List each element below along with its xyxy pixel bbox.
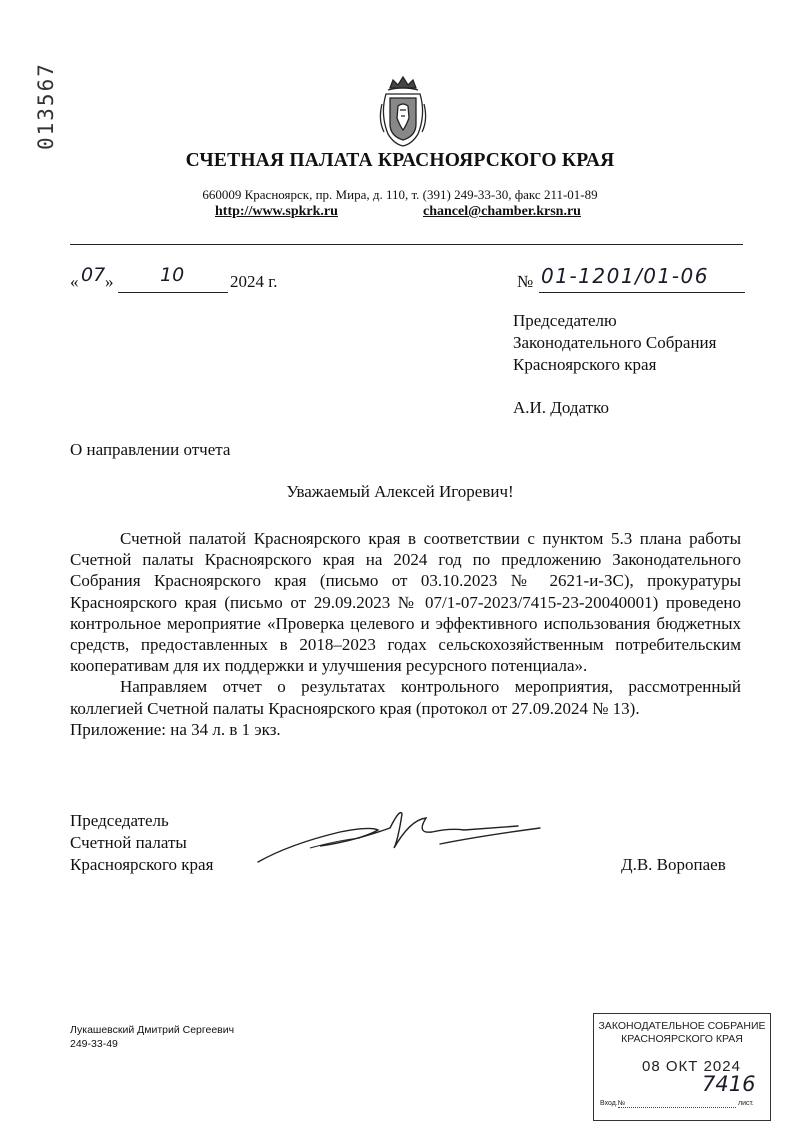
signatory-name: Д.В. Воропаев xyxy=(621,855,726,874)
stamp-number: 7416 xyxy=(702,1072,756,1096)
org-website-link[interactable]: http://www.spkrk.ru xyxy=(215,204,338,219)
coat-of-arms-icon xyxy=(376,74,430,148)
executor-phone: 249-33-49 xyxy=(70,1038,118,1050)
signatory-line-2: Счетной палаты xyxy=(70,833,187,852)
executor-name: Лукашевский Дмитрий Сергеевич xyxy=(70,1024,235,1036)
date-year: 2024 г. xyxy=(230,272,278,291)
body-paragraph-1: Счетной палатой Красноярского края в соответствии с пунктом 5.3 плана работы Счетной палаты Красноярского края на 2024 год по предложению Законодательного Собрания Красноярского края (письмо от 03.10.2023 № 2621-и-ЗС), прокуратуры Красноярского края (письмо от 29.09.2023 № 07/1-07-2023/7415-23-20040001) проведено контрольное мероприятие «Проверка целевого и эффективного использования бюджетных средств, предоставленных в 2018–2023 годах сельскохозяйственным потребительским кооперативам для их поддержки и улучшения ресурсного потенциала». xyxy=(70,529,741,676)
header-divider xyxy=(70,244,743,245)
stamp-incoming-label: Вход.№ xyxy=(600,1100,626,1107)
stamp-line-2: КРАСНОЯРСКОГО КРАЯ xyxy=(621,1033,743,1045)
stamp-sheets-label: лист. xyxy=(738,1100,754,1107)
date-day: 07 xyxy=(81,264,106,286)
executor-info xyxy=(70,1023,234,1051)
incoming-stamp xyxy=(593,1013,771,1121)
handwritten-signature xyxy=(250,800,550,870)
number-underline xyxy=(539,292,745,293)
letter-body xyxy=(70,528,741,740)
signatory-title xyxy=(70,810,213,876)
date-month: 10 xyxy=(160,264,185,286)
letter-subject: О направлении отчета xyxy=(70,440,231,459)
incoming-number: 013567 xyxy=(34,62,58,150)
recipient-line-2: Законодательного Собрания xyxy=(513,333,717,352)
date-quote-close: » xyxy=(105,272,114,291)
org-name: СЧЕТНАЯ ПАЛАТА КРАСНОЯРСКОГО КРАЯ xyxy=(185,150,615,171)
recipient-block xyxy=(513,310,716,376)
org-email-link[interactable]: chancel@chamber.krsn.ru xyxy=(423,204,581,219)
registration-number xyxy=(517,264,747,296)
number-value: 01-1201/01-06 xyxy=(541,264,709,288)
stamp-date: 08 ОКТ 2024 xyxy=(642,1058,741,1075)
stamp-line-1: ЗАКОНОДАТЕЛЬНОЕ СОБРАНИЕ xyxy=(598,1020,766,1032)
date-quote-open: « xyxy=(70,272,79,291)
attachment-note: Приложение: на 34 л. в 1 экз. xyxy=(70,719,281,739)
stamp-underline xyxy=(618,1107,736,1108)
date-underline xyxy=(118,292,228,293)
body-paragraph-2: Направляем отчет о результатах контрольного мероприятия, рассмотренный коллегией Счетной палаты Красноярского края (протокол от 27.09.2024 № 13). xyxy=(70,677,741,718)
registration-date xyxy=(70,264,300,296)
signatory-line-1: Председатель xyxy=(70,811,169,830)
salutation: Уважаемый Алексей Игоревич! xyxy=(286,482,514,501)
recipient-line-1: Председателю xyxy=(513,311,617,330)
signatory-line-3: Красноярского края xyxy=(70,855,214,874)
recipient-name: А.И. Додатко xyxy=(513,398,609,417)
org-address: 660009 Красноярск, пр. Мира, д. 110, т. (391) 249-33-30, факс 211-01-89 xyxy=(202,187,598,202)
recipient-line-3: Красноярского края xyxy=(513,355,657,374)
number-sign: № xyxy=(517,272,534,291)
